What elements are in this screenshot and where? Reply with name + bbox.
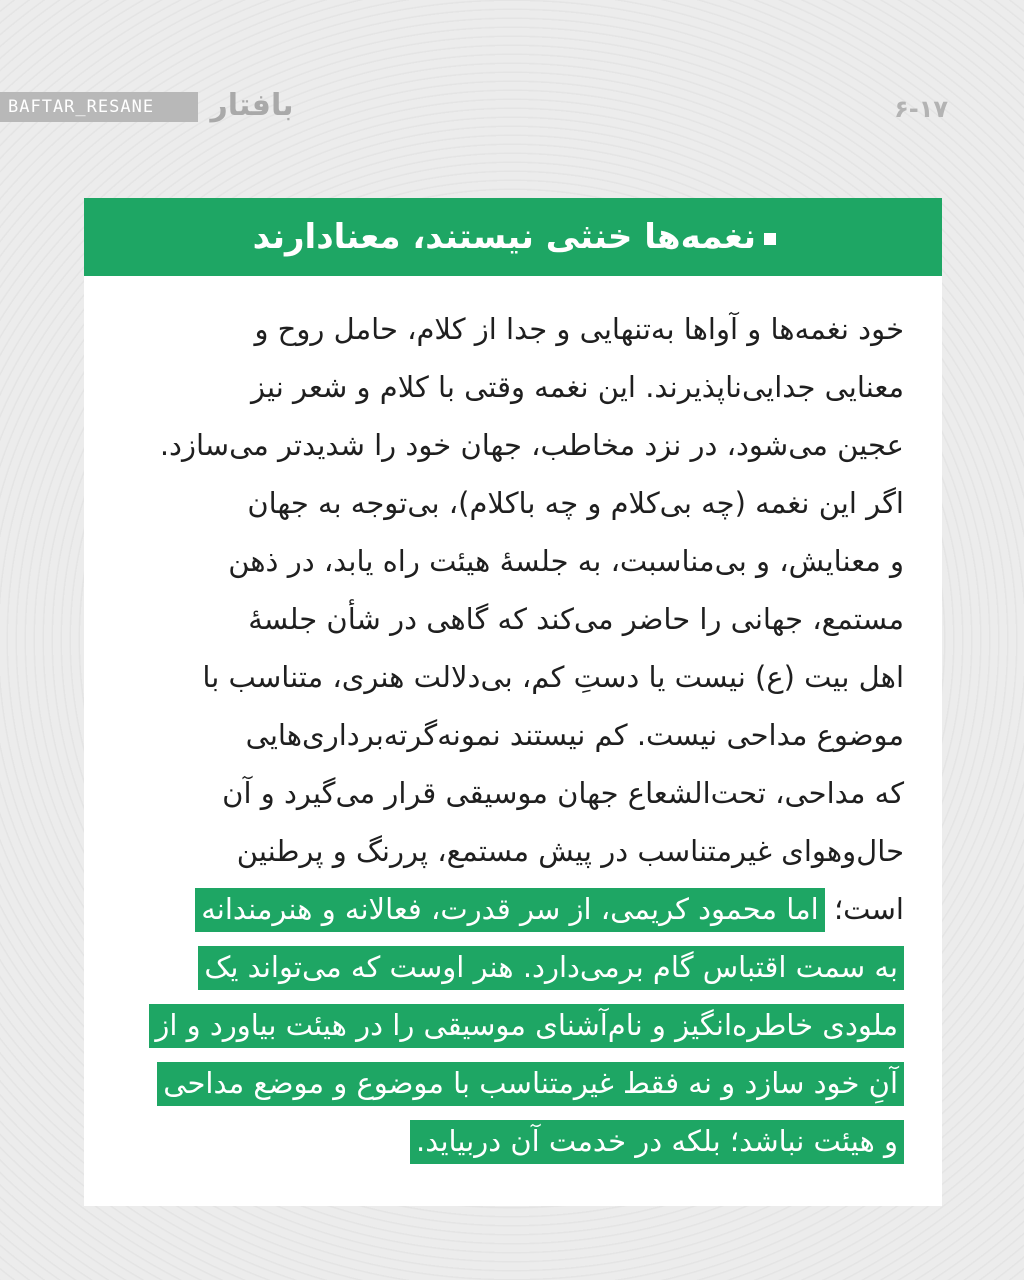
highlighted-text: اما محمود کریمی، از سر قدرت، فعالانه و هنرمندانه	[195, 888, 824, 932]
highlighted-text: ملودی خاطره‌انگیز و نام‌آشنای موسیقی را در هیئت بیاورد و از	[149, 1004, 904, 1048]
title-bullet-icon	[764, 233, 776, 245]
article-title: نغمه‌ها خنثی نیستند، معنادارند	[252, 217, 756, 257]
body-line: حال‌وهوای غیرمتناسب در پیش مستمع، پررنگ و پرطنین	[236, 834, 904, 868]
body-line: معنایی جدایی‌ناپذیرند. این نغمه وقتی با کلام و شعر نیز	[250, 370, 904, 404]
body-line: خود نغمه‌ها و آواها به‌تنهایی و جدا از کلام، حامل روح و	[254, 312, 904, 346]
highlighted-text: و هیئت نباشد؛ بلکه در خدمت آن دربیاید.	[410, 1120, 904, 1164]
body-line: موضوع مداحی نیست. کم نیستند نمونه‌گرته‌برداری‌هایی	[245, 718, 904, 752]
body-line	[149, 996, 904, 1054]
highlighted-text: به سمت اقتباس گام برمی‌دارد. هنر اوست که می‌تواند یک	[198, 946, 904, 990]
body-line: عجین می‌شود، در نزد مخاطب، جهان خود را شدیدتر می‌سازد.	[159, 428, 904, 462]
body-line: که مداحی، تحت‌الشعاع جهان موسیقی قرار می‌گیرد و آن	[222, 776, 904, 810]
body-line	[410, 1112, 904, 1170]
title-bar	[84, 198, 942, 276]
article-body	[84, 276, 942, 1206]
body-line	[195, 880, 904, 938]
body-line: مستمع، جهانی را حاضر می‌کند که گاهی در شأن جلسهٔ	[248, 602, 904, 636]
page-number: ۶-۱۷	[894, 95, 948, 123]
body-line	[157, 1054, 904, 1112]
highlighted-text: آنِ خود سازد و نه فقط غیرمتناسب با موضوع و موضع مداحی	[157, 1062, 904, 1106]
body-line: و معنایش، و بی‌مناسبت، به جلسهٔ هیئت راه یابد، در ذهن	[228, 544, 904, 578]
body-line: اهل بیت (ع) نیست یا دستِ کم، بی‌دلالت هنری، متناسب با	[202, 660, 904, 694]
article-card	[84, 198, 942, 1206]
body-line-plain: است؛	[833, 892, 904, 926]
body-line	[198, 938, 904, 996]
brand-logo: بافتار	[210, 88, 294, 123]
body-line: اگر این نغمه (چه بی‌کلام و چه باکلام)، بی‌توجه به جهان	[247, 486, 904, 520]
brand-handle: BAFTAR_RESANE	[0, 92, 198, 122]
